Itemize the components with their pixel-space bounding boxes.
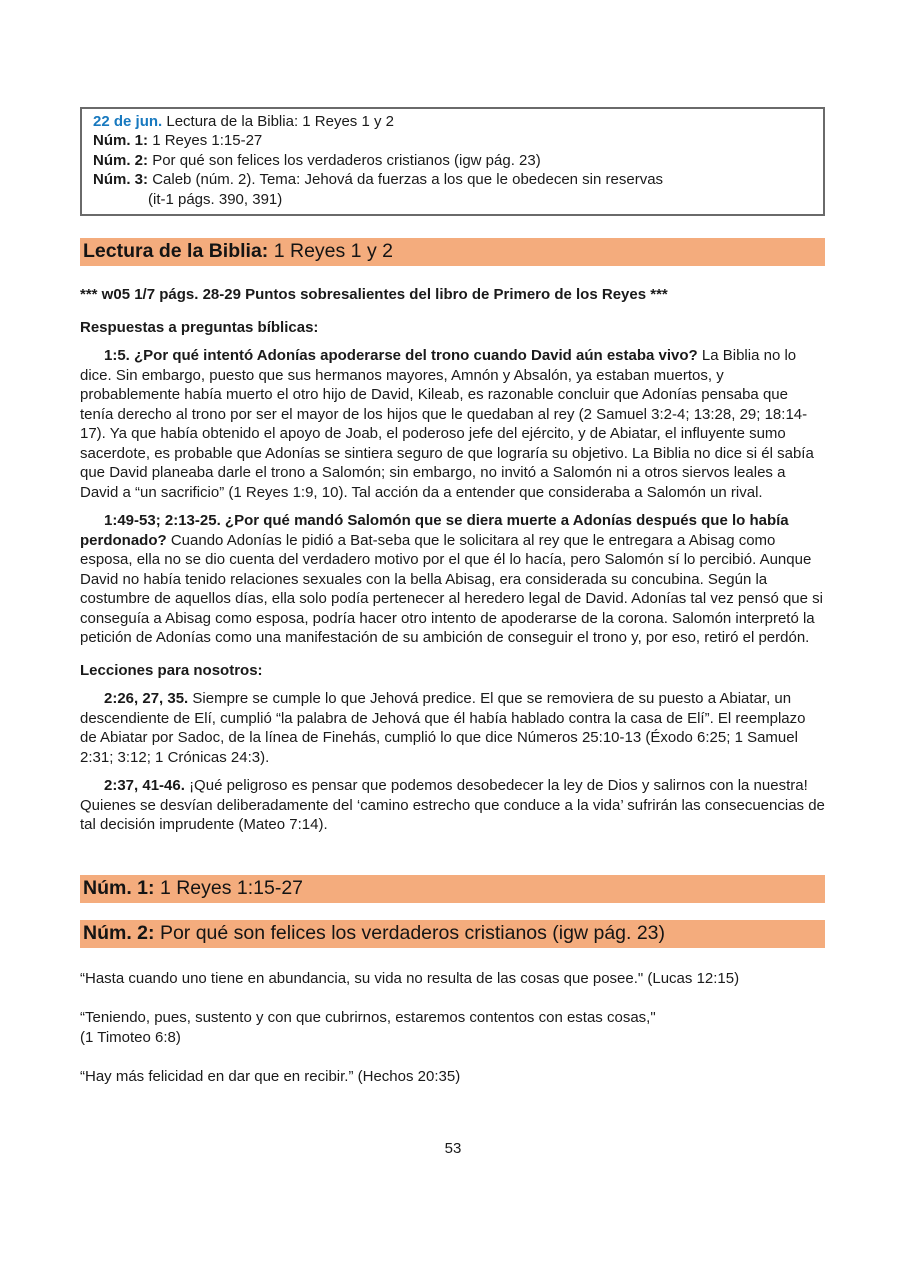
subheading-lecciones: Lecciones para nosotros:	[80, 661, 263, 679]
scripture-quote-1: “Hasta cuando uno tiene en abundancia, su vida no resulta de las cosas que posee." (Lucas 12:15)	[80, 969, 740, 987]
lesson-ref-1: 2:26, 27, 35.	[104, 690, 189, 708]
section-header-num1	[80, 875, 825, 903]
schedule-item-3	[93, 170, 812, 189]
subheading-respuestas: Respuestas a preguntas bíblicas:	[80, 318, 319, 336]
lesson-paragraph-1	[80, 689, 825, 767]
schedule-date-text: Lectura de la Biblia: 1 Reyes 1 y 2	[166, 113, 394, 130]
schedule-item-3-text: Caleb (núm. 2). Tema: Jehová da fuerzas a los que le obedecen sin reservas	[152, 171, 664, 189]
scripture-quote-2-citation: (1 Timoteo 6:8)	[80, 1028, 181, 1046]
scripture-quote-2	[80, 1008, 825, 1047]
schedule-date-line	[93, 112, 812, 131]
qa-answer-2: Cuando Adonías le pidió a Bat-seba que le solicitara al rey que le entregara a Abisag como esposa, ella no se dio cuenta del verdadero motivo por el que él lo hacía, pero Salomón sí lo percibió. Aunque David no había tenido relaciones sexuales con la bella Abisag, era considerada su concubina. Según la costumbre de aquellos días, ella solo podía pertenecer al heredero legal de David. Adonías tal vez pensó que si conseguía a Abisag como esposa, podría hacer otro intento de apoderarse de la corona. Salomón interpretó la petición de Adonías como una manifestación de su ambición de conseguir el trono y, por eso, retiró el perdón.	[80, 531, 823, 647]
scripture-quote-3: “Hay más felicidad en dar que en recibir.” (Hechos 20:35)	[80, 1068, 461, 1086]
page-number: 53	[444, 1140, 462, 1157]
section-header-lectura	[80, 238, 825, 266]
scripture-quote-2-text: “Teniendo, pues, sustento y con que cubrirnos, estaremos contentos con estas cosas,"	[80, 1009, 656, 1027]
section-header-num2-label: Núm. 2:	[83, 921, 155, 944]
lesson-ref-2: 2:37, 41-46.	[104, 777, 185, 795]
schedule-item-2	[93, 151, 812, 170]
schedule-box	[80, 107, 825, 216]
schedule-item-1-text: 1 Reyes 1:15-27	[152, 132, 263, 150]
section-header-num1-value: 1 Reyes 1:15-27	[159, 876, 304, 899]
schedule-item-1-label: Núm. 1:	[93, 132, 149, 150]
schedule-item-1	[93, 131, 812, 150]
lesson-text-1: Siempre se cumple lo que Jehová predice. El que se removiera de su puesto a Abiatar, un descendiente de Elí, cumplió “la palabra de Jehová que él había hablado contra la casa de Elí”. El reemplazo de Abiatar por Sadoc, de la línea de Finehás, cumplió lo que dice Números 25:10-13 (Éxodo 6:25; 1 Samuel 2:31; 3:12; 1 Crónicas 24:3).	[80, 690, 806, 766]
schedule-item-3-continuation: (it-1 págs. 390, 391)	[148, 190, 283, 208]
qa-question-2: 1:49-53; 2:13-25. ¿Por qué mandó Salomón que se diera muerte a Adonías después que lo había perdonado?	[80, 512, 789, 549]
schedule-date: 22 de jun.	[93, 113, 163, 130]
schedule-item-2-label: Núm. 2:	[93, 151, 149, 169]
lesson-text-2: ¡Qué peligroso es pensar que podemos desobedecer la ley de Dios y salirnos con la nuestra! Quienes se desvían deliberadamente del ‘camino estrecho que conduce a la vida’ sufrirán las consecuencias de tal decisión imprudente (Mateo 7:14).	[80, 777, 825, 834]
source-reference-line: *** w05 1/7 págs. 28-29 Puntos sobresalientes del libro de Primero de los Reyes ***	[80, 286, 668, 304]
qa-paragraph-1	[80, 346, 825, 502]
section-header-num2	[80, 920, 825, 948]
schedule-item-2-text: Por qué son felices los verdaderos cristianos (igw pág. 23)	[152, 151, 541, 169]
section-header-lectura-value: 1 Reyes 1 y 2	[273, 240, 393, 263]
schedule-item-3-label: Núm. 3:	[93, 171, 149, 189]
section-header-lectura-label: Lectura de la Biblia:	[83, 240, 269, 263]
qa-question-1: 1:5. ¿Por qué intentó Adonías apoderarse del trono cuando David aún estaba vivo?	[104, 347, 698, 365]
qa-paragraph-2	[80, 511, 825, 648]
lesson-paragraph-2	[80, 776, 825, 835]
section-header-num1-label: Núm. 1:	[83, 876, 155, 899]
document-content	[80, 0, 825, 1087]
section-header-num2-value: Por qué son felices los verdaderos cristianos (igw pág. 23)	[159, 921, 666, 944]
qa-answer-1: La Biblia no lo dice. Sin embargo, puesto que sus hermanos mayores, Amnón y Absalón, ya estaban muertos, y probablemente había muerto el otro hijo de David, Kileab, es razonable concluir que Adonías pensaba que tenía derecho al trono por ser el mayor de los hijos que le quedaban al rey (2 Samuel 3:2-4; 13:28, 29; 18:14-17). Ya que había obtenido el apoyo de Joab, el poderoso jefe del ejército, y de Abiatar, el influyente sumo sacerdote, es probable que Adonías se sintiera seguro de que lograría su objetivo. La Biblia no dice si él sabía que David planeaba darle el trono a Salomón; sin embargo, no invitó a Salomón ni a otros siervos leales a David a “un sacrificio” (1 Reyes 1:9, 10). Tal acción da a entender que consideraba a Salomón un rival.	[80, 347, 814, 501]
